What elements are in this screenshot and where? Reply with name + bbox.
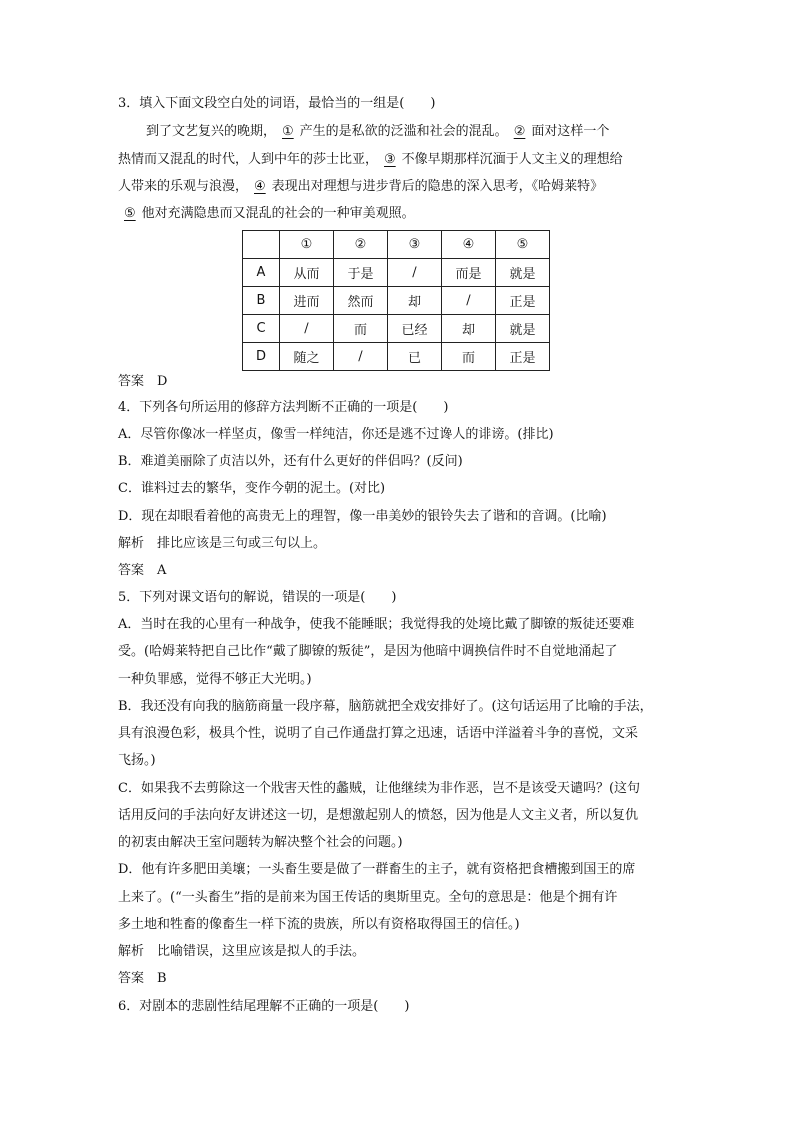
option-b-line: B．我还没有向我的脑筋商量一段序幕，脑筋就把全戏安排好了。(这句话运用了比喻的手法， xyxy=(118,699,653,714)
answer-text: 答案 B xyxy=(118,971,167,986)
table-cell: 而 xyxy=(334,315,388,343)
text: 热情而又混乱的时代，人到中年的莎士比亚， xyxy=(118,152,379,167)
text: 面对这样一个 xyxy=(531,124,610,139)
option-a-line: A．当时在我的心里有一种战争，使我不能睡眠；我觉得我的处境比戴了脚镣的叛徒还要难 xyxy=(118,617,635,632)
table-cell xyxy=(243,231,280,259)
text: 他对充满隐患而又混乱的社会的一种审美观照。 xyxy=(141,206,415,221)
table-cell: ④ xyxy=(442,231,496,259)
blank-1: ① xyxy=(282,124,294,139)
option-d-line: 多土地和牲畜的像畜生一样下流的贵族，所以有资格取得国王的信任。) xyxy=(118,917,520,932)
table-cell: 进而 xyxy=(280,287,334,315)
table-cell: D xyxy=(243,343,280,371)
passage-line-2 xyxy=(118,150,623,170)
passage-line-4 xyxy=(118,204,415,224)
option-d-line: D．他有许多肥田美壤；一头畜生要是做了一群畜生的主子，就有资格把食槽搬到国王的席 xyxy=(118,862,636,877)
table-cell: ① xyxy=(280,231,334,259)
text: 到了文艺复兴的晚期， xyxy=(146,124,277,139)
blank-5: ⑤ xyxy=(124,206,136,221)
table-cell: ② xyxy=(334,231,388,259)
table-cell: 已经 xyxy=(388,315,442,343)
table-cell: C xyxy=(243,315,280,343)
table-cell: 正是 xyxy=(496,287,550,315)
table-cell: 就是 xyxy=(496,259,550,287)
question-4-title: 4．下列各句所运用的修辞方法判断不正确的一项是( ) xyxy=(118,400,449,415)
table-cell: / xyxy=(388,259,442,287)
table-cell: 正是 xyxy=(496,343,550,371)
option-a-line: 一种负罪感，觉得不够正大光明。) xyxy=(118,672,312,687)
table-cell: 于是 xyxy=(334,259,388,287)
table-row xyxy=(243,259,550,287)
text: 不像早期那样沉湎于人文主义的理想给 xyxy=(401,152,623,167)
table-row xyxy=(243,315,550,343)
table-cell: ③ xyxy=(388,231,442,259)
table-row xyxy=(243,343,550,371)
option-c-line: C．如果我不去剪除这一个戕害天性的蠡贼，让他继续为非作恶，岂不是该受天谴吗？(这句 xyxy=(118,781,641,796)
table-cell: A xyxy=(243,259,280,287)
table-header-row xyxy=(243,231,550,259)
table-cell: 却 xyxy=(388,287,442,315)
question-3-title: 3．填入下面文段空白处的词语，最恰当的一组是( ) xyxy=(118,96,436,111)
table-cell: 从而 xyxy=(280,259,334,287)
table-cell: 而是 xyxy=(442,259,496,287)
table-cell: 然而 xyxy=(334,287,388,315)
table-cell: 却 xyxy=(442,315,496,343)
table-row xyxy=(243,287,550,315)
question-5-title: 5．下列对课文语句的解说，错误的一项是( ) xyxy=(118,590,397,605)
table-cell: 随之 xyxy=(280,343,334,371)
option-b-line: 飞扬。) xyxy=(118,753,156,768)
blank-2: ② xyxy=(513,124,526,139)
option-c-line: 的初衷由解决王室问题转为解决整个社会的问题。) xyxy=(118,835,403,850)
option-b-line: 具有浪漫色彩，极具个性，说明了自己作通盘打算之迅速，话语中洋溢着斗争的喜悦，文采 xyxy=(118,726,639,741)
table-cell: B xyxy=(243,287,280,315)
table-cell: 已 xyxy=(388,343,442,371)
answer-text: 答案 A xyxy=(118,563,167,578)
analysis-text: 解析 比喻错误，这里应该是拟人的手法。 xyxy=(118,944,366,959)
table-cell: / xyxy=(280,315,334,343)
question-6-title: 6．对剧本的悲剧性结尾理解不正确的一项是( ) xyxy=(118,999,410,1014)
option-a: A．尽管你像冰一样坚贞，像雪一样纯洁，你还是逃不过谗人的诽谤。(排比) xyxy=(118,427,554,442)
analysis-text: 解析 排比应该是三句或三句以上。 xyxy=(118,536,327,551)
table-cell: ⑤ xyxy=(496,231,550,259)
option-d-line: 上来了。(“一头畜生”指的是前来为国王传话的奥斯里克。全句的意思是：他是个拥有许 xyxy=(118,890,618,905)
option-d: D．现在却眼看着他的高贵无上的理智，像一串美妙的银铃失去了谐和的音调。(比喻) xyxy=(118,509,607,524)
table-cell: / xyxy=(442,287,496,315)
option-b: B．难道美丽除了贞洁以外，还有什么更好的伴侣吗？(反问) xyxy=(118,454,463,469)
passage-line-1 xyxy=(146,122,609,142)
blank-4: ④ xyxy=(254,179,266,194)
answer-text: 答案 D xyxy=(118,374,168,389)
table-cell: 就是 xyxy=(496,315,550,343)
passage-line-3 xyxy=(118,177,603,197)
option-c-line: 话用反问的手法向好友讲述这一切，是想激起别人的愤怒，因为他是人文主义者，所以复仇 xyxy=(118,808,639,823)
options-table xyxy=(242,230,550,371)
text: 产生的是私欲的泛滥和社会的混乱。 xyxy=(299,124,508,139)
blank-3: ③ xyxy=(384,152,396,167)
text: 人带来的乐观与浪漫， xyxy=(118,179,249,194)
option-a-line: 受。(哈姆莱特把自己比作“戴了脚镣的叛徒”，是因为他暗中调换信件时不自觉地涌起了 xyxy=(118,644,618,659)
text: 表现出对理想与进步背后的隐患的深入思考，《哈姆莱特》 xyxy=(271,179,604,194)
table-cell: / xyxy=(334,343,388,371)
option-c: C．谁料过去的繁华，变作今朝的泥土。(对比) xyxy=(118,481,386,496)
table-cell: 而 xyxy=(442,343,496,371)
